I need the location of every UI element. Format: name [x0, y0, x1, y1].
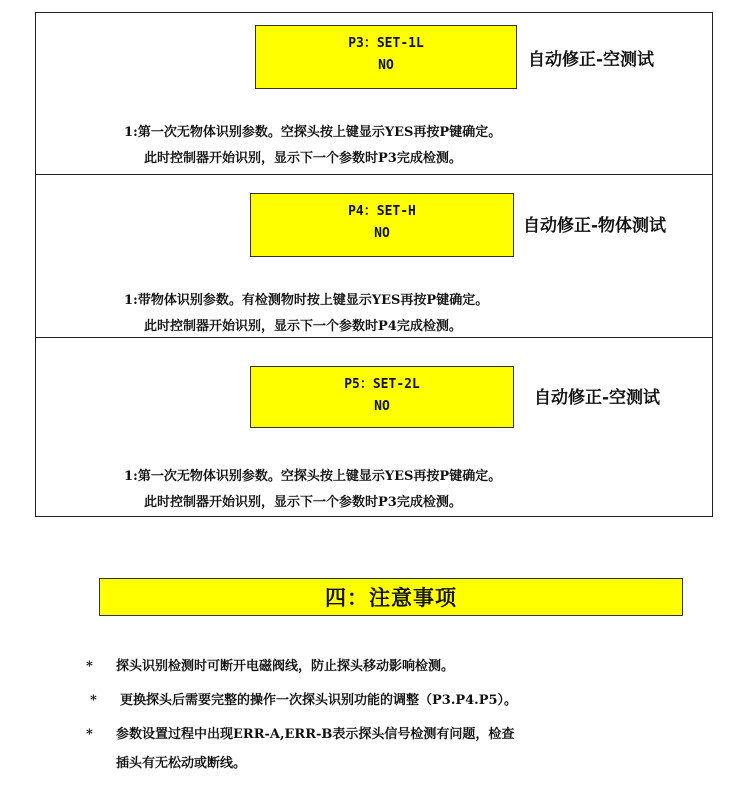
panel-desc-line-1: 1:带物体识别参数。有检测物时按上键显示YES再按P键确定。 — [124, 293, 489, 308]
lcd-display-p4 — [250, 193, 514, 257]
parameter-panels — [35, 12, 713, 517]
notes-heading: 四：注意事项 — [325, 586, 457, 610]
lcd-display-p3 — [255, 25, 517, 89]
lcd-line-2: NO — [374, 399, 390, 414]
lcd-line-1: P4：SET-H — [348, 204, 416, 219]
panel-title: 自动修正-空测试 — [534, 388, 661, 408]
panel-p5 — [36, 338, 712, 516]
lcd-line-1: P3：SET-1L — [348, 36, 424, 51]
note-text: 探头识别检测时可断开电磁阀线，防止探头移动影响检测。 — [116, 659, 455, 674]
panel-title: 自动修正-物体测试 — [523, 216, 667, 236]
note-item — [86, 655, 454, 674]
lcd-line-2: NO — [378, 58, 394, 73]
panel-desc-line-2: 此时控制器开始识别，显示下一个参数时P3完成检测。 — [144, 151, 462, 166]
lcd-line-1: P5：SET-2L — [344, 377, 420, 392]
lcd-line-2: NO — [374, 226, 390, 241]
panel-desc-line-1: 1:第一次无物体识别参数。空探头按上键显示YES再按P键确定。 — [124, 125, 502, 140]
note-text: 参数设置过程中出现ERR-A,ERR-B表示探头信号检测有问题，检查 — [116, 727, 515, 742]
panel-p3 — [36, 13, 712, 175]
panel-desc-line-2: 此时控制器开始识别，显示下一个参数时P4完成检测。 — [144, 319, 462, 334]
panel-desc-line-2: 此时控制器开始识别，显示下一个参数时P3完成检测。 — [144, 495, 462, 510]
note-item — [90, 689, 517, 708]
bullet-icon: * — [86, 727, 93, 742]
note-text-continued: 插头有无松动或断线。 — [116, 756, 247, 771]
bullet-icon: * — [86, 659, 93, 674]
note-text: 更换探头后需要完整的操作一次探头识别功能的调整（P3.P4.P5）。 — [120, 693, 518, 708]
panel-title: 自动修正-空测试 — [528, 50, 655, 70]
bullet-icon: * — [90, 693, 97, 708]
note-item — [86, 723, 514, 742]
panel-desc-line-1: 1:第一次无物体识别参数。空探头按上键显示YES再按P键确定。 — [124, 469, 502, 484]
lcd-display-p5 — [250, 366, 514, 428]
notes-section-header — [99, 578, 683, 616]
panel-p4 — [36, 175, 712, 338]
